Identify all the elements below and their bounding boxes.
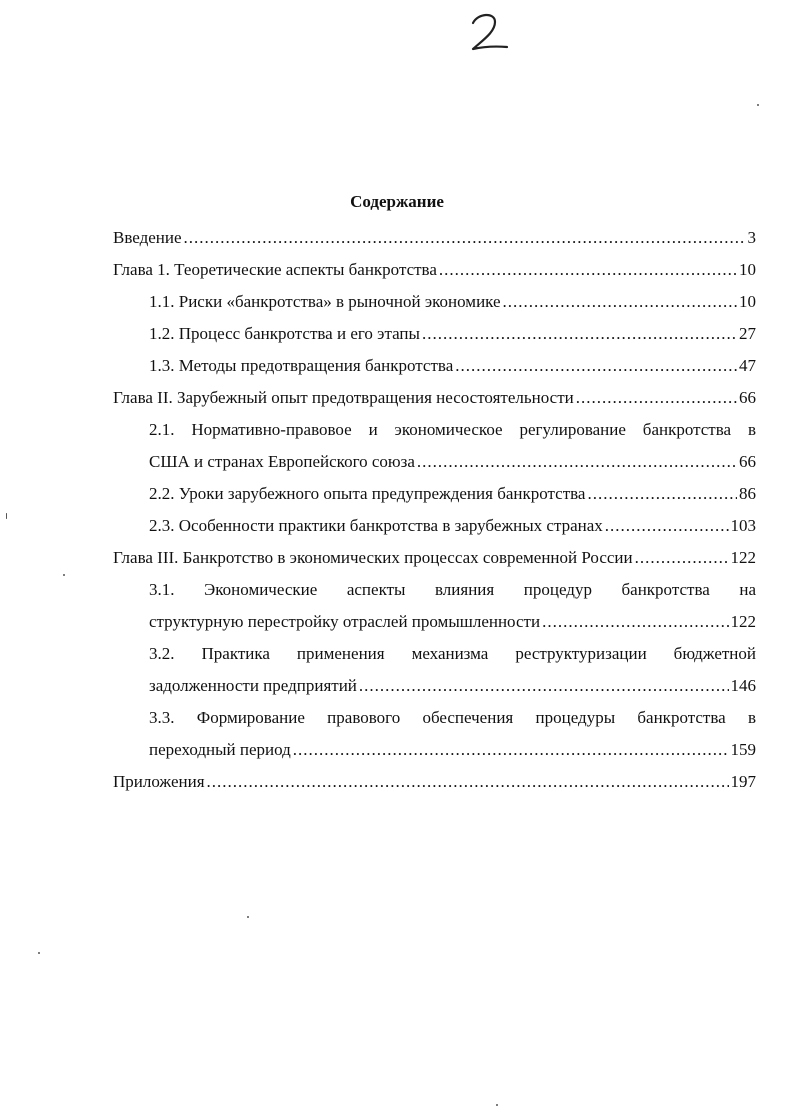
- toc-entry-page: 197: [730, 772, 756, 791]
- leader-dots: [293, 734, 729, 766]
- toc-title: Содержание: [350, 192, 444, 211]
- toc-entry-page: 27: [739, 324, 756, 343]
- leader-dots: [587, 478, 737, 510]
- toc-entry-label: 1.3. Методы предотвращения банкротства: [149, 356, 454, 375]
- leader-dots: [576, 382, 737, 414]
- toc-entry-section-2-1: [113, 414, 756, 478]
- toc-entry-label: Глава II. Зарубежный опыт предотвращения несостоятельности: [113, 388, 574, 407]
- table-of-contents: [113, 222, 756, 798]
- toc-entry-page: 3: [747, 228, 756, 247]
- toc-entry-label-line-2: структурную перестройку отраслей промышленности: [149, 612, 541, 631]
- leader-dots: [503, 286, 737, 318]
- toc-entry-label: 2.3. Особенности практики банкротства в зарубежных странах: [149, 516, 603, 535]
- toc-entry-page: 66: [739, 452, 756, 471]
- toc-entry-label-line-1: 3.1. Экономические аспекты влияния процедур банкротства на: [149, 580, 756, 599]
- scan-speck: [63, 574, 65, 576]
- leader-dots: [422, 318, 737, 350]
- scan-speck: [496, 1104, 498, 1106]
- handwritten-two-glyph: [464, 10, 512, 54]
- toc-entry-chapter-3: [113, 542, 756, 574]
- toc-entry-section-3-1: [113, 574, 756, 638]
- toc-entry-section-2-3: [113, 510, 756, 542]
- scan-speck: [38, 952, 40, 954]
- leader-dots: [417, 446, 737, 478]
- toc-entry-page: 103: [730, 516, 756, 535]
- toc-entry-label-line-2: задолженности предприятий: [149, 676, 357, 695]
- scan-speck: [6, 513, 7, 519]
- leader-dots: [455, 350, 737, 382]
- handwritten-page-number: [464, 10, 512, 54]
- leader-dots: [359, 670, 729, 702]
- toc-entry-section-1-1: [113, 286, 756, 318]
- toc-entry-page: 146: [730, 676, 756, 695]
- toc-entry-label: 2.2. Уроки зарубежного опыта предупреждения банкротства: [149, 484, 586, 503]
- toc-entry-label-line-2: переходный период: [149, 740, 291, 759]
- toc-entry-page: 122: [730, 612, 756, 631]
- toc-entry-appendices: [113, 766, 756, 798]
- toc-entry-section-2-2: [113, 478, 756, 510]
- toc-entry-label: 1.2. Процесс банкротства и его этапы: [149, 324, 420, 343]
- toc-entry-label-line-1: 3.2. Практика применения механизма реструктуризации бюджетной: [149, 644, 756, 663]
- toc-entry-page: 159: [730, 740, 756, 759]
- toc-entry-page: 47: [739, 356, 756, 375]
- toc-entry-page: 86: [739, 484, 756, 503]
- scan-speck: [757, 104, 759, 106]
- toc-entry-section-1-2: [113, 318, 756, 350]
- toc-entry-label: Глава III. Банкротство в экономических процессах современной России: [113, 548, 633, 567]
- leader-dots: [605, 510, 729, 542]
- leader-dots: [542, 606, 728, 638]
- toc-entry-page: 10: [739, 260, 756, 279]
- toc-entry-label-line-1: 2.1. Нормативно-правовое и экономическое регулирование банкротства в: [149, 420, 756, 439]
- toc-entry-label: Глава 1. Теоретические аспекты банкротства: [113, 260, 437, 279]
- toc-entry-label: Введение: [113, 228, 182, 247]
- toc-entry-label-line-2: США и странах Европейского союза: [149, 452, 415, 471]
- toc-entry-section-1-3: [113, 350, 756, 382]
- toc-entry-chapter-1: [113, 254, 756, 286]
- toc-entry-label: 1.1. Риски «банкротства» в рыночной экономике: [149, 292, 501, 311]
- toc-entry-page: 66: [739, 388, 756, 407]
- toc-entry-label: Приложения: [113, 772, 205, 791]
- toc-entry-label-line-1: 3.3. Формирование правового обеспечения процедуры банкротства в: [149, 708, 756, 727]
- leader-dots: [184, 222, 746, 254]
- toc-entry-page: 122: [730, 548, 756, 567]
- leader-dots: [207, 766, 729, 798]
- toc-entry-page: 10: [739, 292, 756, 311]
- scan-speck: [247, 916, 249, 918]
- toc-entry-introduction: [113, 222, 756, 254]
- toc-entry-section-3-2: [113, 638, 756, 702]
- toc-entry-chapter-2: [113, 382, 756, 414]
- leader-dots: [439, 254, 737, 286]
- leader-dots: [635, 542, 729, 574]
- toc-entry-section-3-3: [113, 702, 756, 766]
